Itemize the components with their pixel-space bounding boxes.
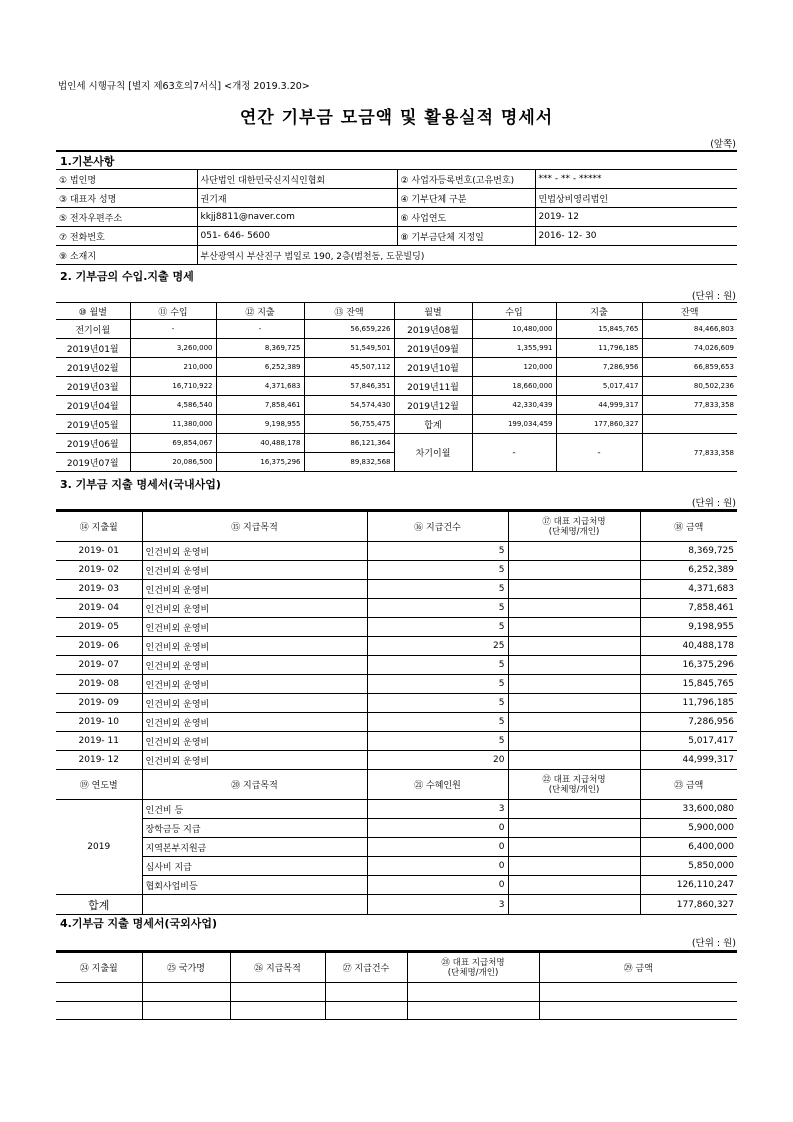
income-value: 6,252,389 [216, 358, 304, 377]
income-header-cell: ⑬ 잔액 [304, 303, 394, 320]
income-value-right: 84,466,803 [642, 320, 737, 339]
section-domestic-heading: 3. 기부금 지출 명세서(국내사업) [60, 478, 221, 491]
income-value-right: 42,330,439 [472, 396, 556, 415]
domestic-amount: 40,488,178 [640, 637, 737, 656]
income-unit: (단위 : 원) [691, 291, 736, 302]
domestic-row [56, 675, 737, 694]
yearly-row [56, 876, 737, 895]
yearly-amount: 33,600,080 [640, 800, 737, 819]
yearly-header-beneficiaries: ㉑ 수혜인원 [367, 770, 508, 800]
label-bizno: ② 사업자등록번호(고유번호) [397, 170, 535, 189]
income-value-right: 66,859,653 [642, 358, 737, 377]
domestic-amount: 44,999,317 [640, 751, 737, 770]
domestic-purpose: 인건비외 운영비 [142, 561, 367, 580]
domestic-count: 5 [367, 675, 508, 694]
domestic-purpose: 인건비외 운영비 [142, 637, 367, 656]
yearly-row [56, 838, 737, 857]
recipient-header-line2: (단체명/개인) [548, 526, 600, 537]
income-value: 57,846,351 [304, 377, 394, 396]
overseas-header-cell: ㉔ 지출월 [56, 953, 142, 983]
income-value: 56,755,475 [304, 415, 394, 434]
income-row [56, 415, 737, 434]
overseas-empty-cell [539, 983, 737, 1002]
domestic-header-month: ⑭ 지출월 [56, 512, 142, 542]
overseas-empty-cell [56, 983, 142, 1002]
income-header-cell: 수입 [472, 303, 556, 320]
income-value: 8,369,725 [216, 339, 304, 358]
domestic-month: 2019- 08 [56, 675, 142, 694]
domestic-amount: 11,796,185 [640, 694, 737, 713]
income-row [56, 377, 737, 396]
overseas-header-cell: ㉕ 국가명 [142, 953, 230, 983]
domestic-month: 2019- 12 [56, 751, 142, 770]
domestic-recipient [508, 713, 640, 732]
income-month-right: 2019년09월 [394, 339, 472, 358]
label-desig: ⑧ 기부금단체 지정일 [397, 227, 535, 246]
domestic-amount: 7,286,956 [640, 713, 737, 732]
income-value-right: 10,480,000 [472, 320, 556, 339]
domestic-purpose: 인건비외 운영비 [142, 656, 367, 675]
section-income-heading: 2. 기부금의 수입.지출 명세 [60, 270, 194, 283]
domestic-month: 2019- 05 [56, 618, 142, 637]
domestic-amount: 4,371,683 [640, 580, 737, 599]
yearly-purpose: 장학금등 지급 [142, 819, 367, 838]
income-value-right: 177,860,327 [556, 415, 642, 434]
yearly-beneficiaries: 3 [367, 800, 508, 819]
income-value: 3,260,000 [130, 339, 216, 358]
domestic-month: 2019- 07 [56, 656, 142, 675]
income-value-right: 11,796,185 [556, 339, 642, 358]
income-value-right: 77,833,358 [642, 396, 737, 415]
label-year: ⑥ 사업연도 [397, 208, 535, 227]
yearly-year: 2019 [56, 800, 142, 895]
income-value-right: 7,286,956 [556, 358, 642, 377]
overseas-empty-cell [230, 1001, 325, 1020]
value-type: 민법상비영리법인 [535, 189, 737, 208]
domestic-recipient [508, 561, 640, 580]
income-month: 2019년04월 [56, 396, 130, 415]
domestic-recipient [508, 694, 640, 713]
domestic-purpose: 인건비외 운영비 [142, 751, 367, 770]
overseas-empty-cell [407, 983, 539, 1002]
carry-balance: 77,833,358 [642, 434, 737, 472]
domestic-amount: 8,369,725 [640, 542, 737, 561]
total-count: 3 [367, 895, 508, 915]
domestic-month: 2019- 10 [56, 713, 142, 732]
domestic-row [56, 751, 737, 770]
income-row [56, 339, 737, 358]
domestic-count: 5 [367, 618, 508, 637]
income-value: - [130, 320, 216, 339]
domestic-header-row [56, 512, 737, 542]
yearly-beneficiaries: 0 [367, 876, 508, 895]
yearly-amount: 5,850,000 [640, 857, 737, 876]
income-value-right: 1,355,991 [472, 339, 556, 358]
income-month: 2019년06월 [56, 434, 130, 453]
value-name: 사단법인 대한민국신지식인협회 [197, 170, 397, 189]
income-value: - [216, 320, 304, 339]
domestic-row [56, 618, 737, 637]
overseas-empty-cell [407, 1001, 539, 1020]
domestic-count: 25 [367, 637, 508, 656]
income-value: 11,380,000 [130, 415, 216, 434]
value-rep: 권기재 [197, 189, 397, 208]
yearly-recipient [508, 819, 640, 838]
income-value-right: 199,034,459 [472, 415, 556, 434]
domestic-count: 20 [367, 751, 508, 770]
domestic-unit: (단위 : 원) [691, 498, 736, 509]
overseas-empty-cell [230, 983, 325, 1002]
value-bizno: *** - ** - ***** [535, 170, 737, 189]
value-desig: 2016- 12- 30 [535, 227, 737, 246]
domestic-row [56, 694, 737, 713]
yearly-purpose: 심사비 지급 [142, 857, 367, 876]
yearly-purpose: 협회사업비등 [142, 876, 367, 895]
income-month: 2019년03월 [56, 377, 130, 396]
income-value: 86,121,364 [304, 434, 394, 453]
overseas-empty-row [56, 983, 737, 1002]
income-month: 전기이월 [56, 320, 130, 339]
income-month-right: 2019년11월 [394, 377, 472, 396]
domestic-month: 2019- 09 [56, 694, 142, 713]
income-header-cell: 지출 [556, 303, 642, 320]
income-value-right: 15,845,765 [556, 320, 642, 339]
domestic-month: 2019- 02 [56, 561, 142, 580]
label-email: ⑤ 전자우편주소 [56, 208, 197, 227]
income-month: 2019년07월 [56, 453, 130, 472]
income-value: 210,000 [130, 358, 216, 377]
domestic-purpose: 인건비외 운영비 [142, 542, 367, 561]
income-value: 9,198,955 [216, 415, 304, 434]
value-addr: 부산광역시 부산진구 범일로 190, 2층(범천동, 도문빌딩) [197, 246, 737, 265]
domestic-month: 2019- 06 [56, 637, 142, 656]
income-value-right: 80,502,236 [642, 377, 737, 396]
overseas-header-row [56, 953, 737, 983]
income-row [56, 396, 737, 415]
overseas-empty-cell [325, 983, 407, 1002]
domestic-month: 2019- 04 [56, 599, 142, 618]
yearly-recipient [508, 838, 640, 857]
domestic-count: 5 [367, 542, 508, 561]
domestic-recipient [508, 637, 640, 656]
yearly-amount: 5,900,000 [640, 819, 737, 838]
label-name: ① 법인명 [56, 170, 197, 189]
domestic-purpose: 인건비외 운영비 [142, 732, 367, 751]
recipient-header-line1: ㉒ 대표 지급처명 [542, 774, 606, 785]
income-value: 54,574,430 [304, 396, 394, 415]
value-email: kkjj8811@naver.com [197, 208, 397, 227]
domestic-purpose: 인건비외 운영비 [142, 618, 367, 637]
income-header-cell: ⑪ 수입 [130, 303, 216, 320]
yearly-row [56, 857, 737, 876]
label-type: ④ 기부단체 구분 [397, 189, 535, 208]
domestic-month: 2019- 03 [56, 580, 142, 599]
income-value: 4,586,540 [130, 396, 216, 415]
domestic-recipient [508, 675, 640, 694]
income-header-cell: 잔액 [642, 303, 737, 320]
carry-label: 차기이월 [394, 434, 472, 472]
yearly-recipient [508, 857, 640, 876]
yearly-beneficiaries: 0 [367, 819, 508, 838]
yearly-header-row [56, 770, 737, 800]
overseas-header-cell: ㉖ 지급목적 [230, 953, 325, 983]
yearly-header-amount: ㉓ 금액 [640, 770, 737, 800]
page-title: 연간 기부금 모금액 및 활용실적 명세서 [239, 108, 554, 128]
domestic-count: 5 [367, 732, 508, 751]
yearly-purpose: 지역본부지원금 [142, 838, 367, 857]
domestic-purpose: 인건비외 운영비 [142, 675, 367, 694]
section-overseas-heading: 4.기부금 지출 명세서(국외사업) [60, 917, 218, 930]
income-value: 89,832,568 [304, 453, 394, 472]
total-amount: 177,860,327 [640, 895, 737, 915]
income-month-right: 2019년10월 [394, 358, 472, 377]
recipient-header-line2: (단체명/개인) [447, 967, 499, 978]
income-header-row [56, 303, 737, 320]
domestic-row [56, 637, 737, 656]
overseas-expense-table [56, 952, 737, 1020]
income-value: 16,375,296 [216, 453, 304, 472]
domestic-amount: 7,858,461 [640, 599, 737, 618]
income-value: 7,858,461 [216, 396, 304, 415]
total-purpose [142, 895, 367, 915]
income-header-cell: ⑩ 월별 [56, 303, 130, 320]
domestic-amount: 9,198,955 [640, 618, 737, 637]
yearly-amount: 6,400,000 [640, 838, 737, 857]
domestic-row [56, 580, 737, 599]
domestic-count: 5 [367, 694, 508, 713]
income-month: 2019년01월 [56, 339, 130, 358]
form-header: 법인세 시행규칙 [별지 제63호의7서식] <개정 2019.3.20> [58, 81, 310, 92]
income-month: 2019년05월 [56, 415, 130, 434]
domestic-purpose: 인건비외 운영비 [142, 580, 367, 599]
yearly-beneficiaries: 0 [367, 838, 508, 857]
domestic-row [56, 713, 737, 732]
label-addr: ⑨ 소재지 [56, 246, 197, 265]
domestic-amount: 6,252,389 [640, 561, 737, 580]
income-value-right: 5,017,417 [556, 377, 642, 396]
income-value: 51,549,501 [304, 339, 394, 358]
income-value-right: 44,999,317 [556, 396, 642, 415]
domestic-purpose: 인건비외 운영비 [142, 713, 367, 732]
income-value: 56,659,226 [304, 320, 394, 339]
yearly-row [56, 800, 737, 819]
domestic-row [56, 599, 737, 618]
domestic-row [56, 542, 737, 561]
domestic-row [56, 732, 737, 751]
yearly-purpose: 인건비 등 [142, 800, 367, 819]
domestic-row [56, 561, 737, 580]
income-header-cell: 월별 [394, 303, 472, 320]
domestic-count: 5 [367, 580, 508, 599]
domestic-recipient [508, 751, 640, 770]
income-value: 40,488,178 [216, 434, 304, 453]
overseas-header-recipient [407, 953, 539, 983]
yearly-row [56, 819, 737, 838]
carry-expense: - [556, 434, 642, 472]
recipient-header-line1: ㉘ 대표 지급처명 [441, 957, 505, 968]
yearly-header-purpose: ⑳ 지급목적 [142, 770, 367, 800]
income-month-right: 2019년08월 [394, 320, 472, 339]
label-phone: ⑦ 전화번호 [56, 227, 197, 246]
domestic-recipient [508, 542, 640, 561]
recipient-header-line2: (단체명/개인) [548, 784, 600, 795]
domestic-month: 2019- 11 [56, 732, 142, 751]
domestic-row [56, 656, 737, 675]
domestic-purpose: 인건비외 운영비 [142, 599, 367, 618]
domestic-month: 2019- 01 [56, 542, 142, 561]
income-row [56, 434, 737, 453]
domestic-recipient [508, 580, 640, 599]
domestic-purpose: 인건비외 운영비 [142, 694, 367, 713]
income-header-cell: ⑫ 지출 [216, 303, 304, 320]
yearly-header-recipient [508, 770, 640, 800]
income-value-right: 120,000 [472, 358, 556, 377]
domestic-amount: 15,845,765 [640, 675, 737, 694]
domestic-count: 5 [367, 561, 508, 580]
overseas-header-cell: ㉗ 지급건수 [325, 953, 407, 983]
overseas-empty-cell [325, 1001, 407, 1020]
income-row [56, 358, 737, 377]
domestic-recipient [508, 599, 640, 618]
domestic-header-count: ⑯ 지급건수 [367, 512, 508, 542]
income-value: 20,086,500 [130, 453, 216, 472]
income-value-right [642, 415, 737, 434]
yearly-header-year: ⑲ 연도별 [56, 770, 142, 800]
income-value-right: 18,660,000 [472, 377, 556, 396]
overseas-header-amount: ㉙ 금액 [539, 953, 737, 983]
yearly-amount: 126,110,247 [640, 876, 737, 895]
domestic-expense-table [56, 511, 737, 915]
overseas-empty-cell [142, 983, 230, 1002]
recipient-header-line1: ⑰ 대표 지급처명 [542, 516, 606, 527]
income-month-right: 2019년12월 [394, 396, 472, 415]
value-year: 2019- 12 [535, 208, 737, 227]
label-rep: ③ 대표자 성명 [56, 189, 197, 208]
page-side-label: (앞쪽) [710, 139, 736, 150]
domestic-recipient [508, 618, 640, 637]
income-value: 45,507,112 [304, 358, 394, 377]
domestic-count: 5 [367, 713, 508, 732]
domestic-amount: 5,017,417 [640, 732, 737, 751]
top-rule [56, 150, 737, 152]
domestic-total-row [56, 895, 737, 915]
domestic-recipient [508, 656, 640, 675]
domestic-recipient [508, 732, 640, 751]
carry-income: - [472, 434, 556, 472]
domestic-count: 5 [367, 656, 508, 675]
basic-info-table [56, 169, 737, 265]
income-value: 69,854,067 [130, 434, 216, 453]
income-value: 4,371,683 [216, 377, 304, 396]
overseas-empty-cell [539, 1001, 737, 1020]
domestic-header-recipient [508, 512, 640, 542]
overseas-empty-row [56, 1001, 737, 1020]
section-basic-heading: 1.기본사항 [60, 155, 115, 168]
overseas-empty-cell [56, 1001, 142, 1020]
income-expense-table [56, 302, 737, 472]
yearly-beneficiaries: 0 [367, 857, 508, 876]
value-phone: 051- 646- 5600 [197, 227, 397, 246]
yearly-recipient [508, 800, 640, 819]
domestic-header-amount: ⑱ 금액 [640, 512, 737, 542]
overseas-unit: (단위 : 원) [691, 938, 736, 949]
total-recipient [508, 895, 640, 915]
income-row [56, 320, 737, 339]
income-month-right: 합계 [394, 415, 472, 434]
income-value-right: 74,026,609 [642, 339, 737, 358]
domestic-amount: 16,375,296 [640, 656, 737, 675]
total-label: 합계 [56, 895, 142, 915]
domestic-header-purpose: ⑮ 지급목적 [142, 512, 367, 542]
overseas-empty-cell [142, 1001, 230, 1020]
income-month: 2019년02월 [56, 358, 130, 377]
yearly-recipient [508, 876, 640, 895]
domestic-count: 5 [367, 599, 508, 618]
income-value: 16,710,922 [130, 377, 216, 396]
